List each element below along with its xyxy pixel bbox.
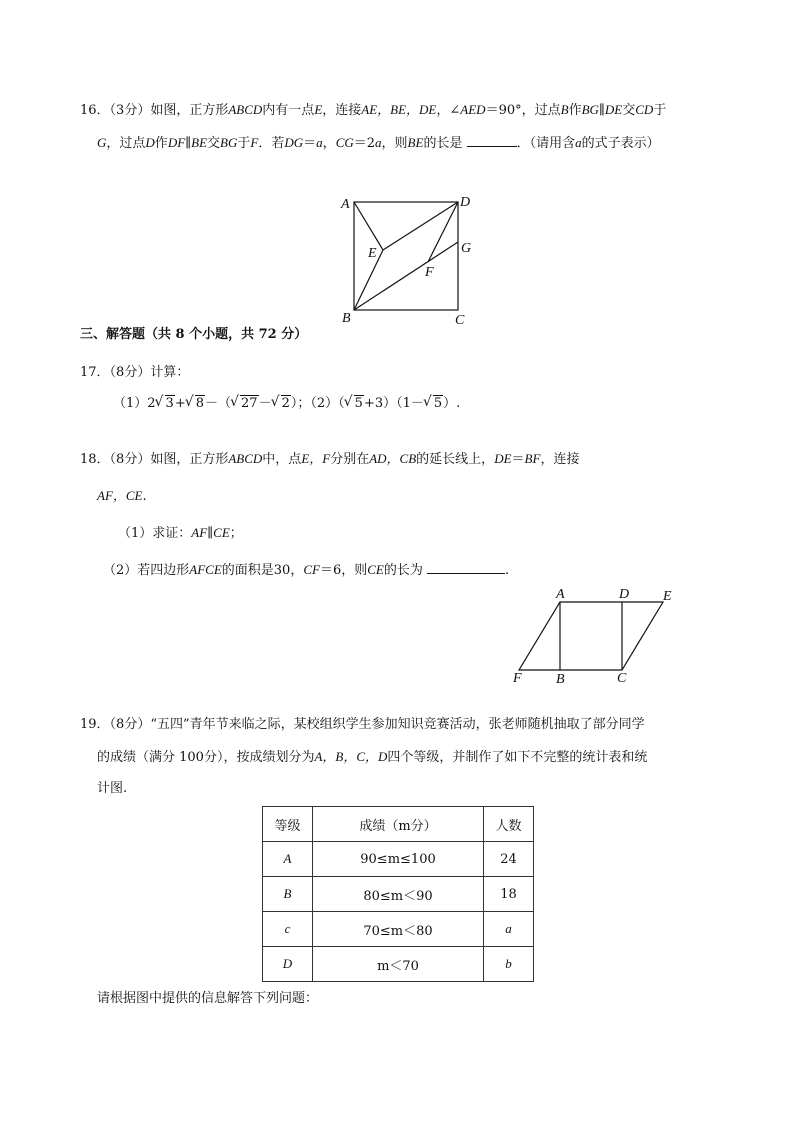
q18-part-2: （2）若四边形AFCE的面积是30，CF＝6，则CE的长为 . — [103, 562, 510, 578]
cell-count: b — [484, 947, 534, 982]
q16-line-1: 16．（3分）如图，正方形ABCD内有一点E，连接AE，BE，DE，∠AED＝90°，过点B作BG∥DE交CD于 — [80, 102, 667, 118]
answer-blank-q16[interactable] — [467, 133, 517, 147]
header-count: 人数 — [484, 807, 534, 842]
label-b: B — [556, 672, 565, 687]
q17-line-2: （1）2√ 3+√ 8－（√ 27－√ 2）；（2）（√ 5+3）（1－√ 5）. — [113, 395, 460, 413]
segment-ae — [354, 202, 383, 250]
label-e: E — [663, 589, 672, 604]
segment-de — [383, 202, 458, 250]
q19-footer: 请根据图中提供的信息解答下列问题： — [97, 991, 319, 1006]
cell-score: 80≤m＜90 — [313, 877, 484, 912]
section-3-heading: 三、解答题（共 8 个小题，共 72 分） — [80, 327, 308, 342]
q19-line-2: 的成绩（满分 100分），按成绩划分为A，B，C，D四个等级，并制作了如下不完整的统计表和统 — [97, 749, 648, 765]
label-d: D — [619, 587, 630, 602]
cell-count: a — [484, 912, 534, 947]
q16-figure — [330, 190, 480, 330]
sqrt-2: √ 2 — [273, 395, 291, 413]
grade-table — [262, 806, 534, 982]
cell-score: 90≤m≤100 — [313, 842, 484, 877]
table-row — [263, 947, 534, 982]
label-b: B — [342, 311, 351, 326]
q18-line-2: AF，CE. — [97, 488, 147, 504]
q19-line-3: 计图. — [97, 781, 128, 796]
label-c: C — [617, 671, 627, 686]
q18-line-1: 18．（8分）如图，正方形ABCD中，点E，F分别在AD，CB的延长线上，DE＝BF，连接 — [80, 451, 580, 467]
cell-grade: c — [263, 912, 313, 947]
label-d: D — [460, 195, 471, 210]
q16-line-2: G，过点D作DF∥BE交BG于F．若DG＝a，CG＝2a，则BE的长是 ．（请用含a的式子表示） — [97, 135, 660, 151]
header-grade: 等级 — [263, 807, 313, 842]
cell-grade: B — [263, 877, 313, 912]
label-a: A — [556, 587, 565, 602]
label-f: F — [425, 265, 434, 280]
q18-part-1: （1）求证：AF∥CE； — [118, 525, 243, 541]
answer-blank-q18[interactable] — [427, 560, 505, 574]
table-row — [263, 877, 534, 912]
header-score: 成绩（m分） — [313, 807, 484, 842]
parallelogram-afce — [519, 602, 663, 670]
table-row — [263, 912, 534, 947]
q17-line-1: 17．（8分）计算： — [80, 365, 190, 380]
sqrt-3: √ 3 — [157, 395, 175, 413]
label-c: C — [455, 313, 465, 328]
label-f: F — [513, 671, 522, 686]
sqrt-5: √ 5 — [346, 395, 364, 413]
cell-grade: D — [263, 947, 313, 982]
q19-line-1: 19．（8分）“五四”青年节来临之际，某校组织学生参加知识竞赛活动，张老师随机抽取了部分同学 — [80, 717, 645, 732]
sqrt-27: √ 27 — [232, 395, 259, 413]
table-header-row — [263, 807, 534, 842]
table-row — [263, 842, 534, 877]
label-g: G — [461, 241, 472, 256]
label-a: A — [341, 197, 350, 212]
cell-score: m＜70 — [313, 947, 484, 982]
cell-score: 70≤m＜80 — [313, 912, 484, 947]
cell-count: 24 — [484, 842, 534, 877]
label-e: E — [368, 246, 377, 261]
cell-grade: A — [263, 842, 313, 877]
sqrt-5b: √ 5 — [425, 395, 443, 413]
sqrt-8: √ 8 — [187, 395, 205, 413]
cell-count: 18 — [484, 877, 534, 912]
q18-figure — [505, 584, 685, 688]
